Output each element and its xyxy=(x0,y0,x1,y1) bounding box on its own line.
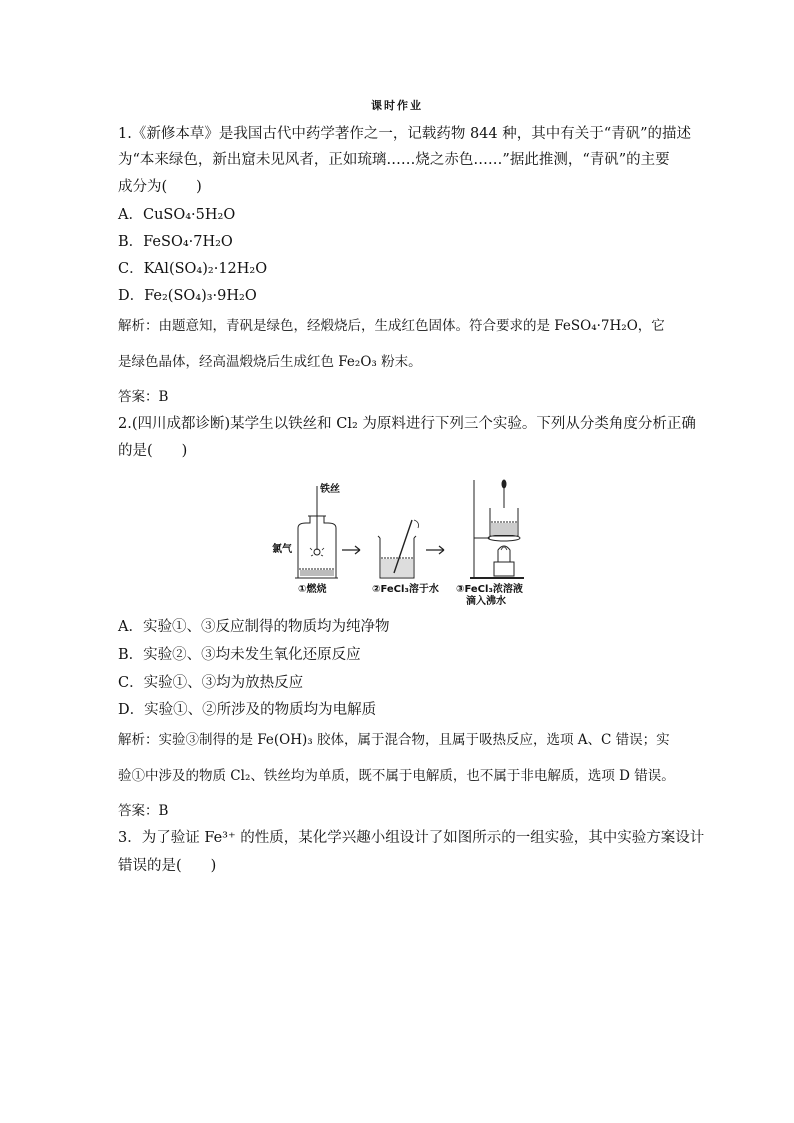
label-chlorine: 氯气 xyxy=(272,544,292,555)
q2-option-b: B．实验②、③均未发生氧化还原反应 xyxy=(118,647,361,663)
experiment-figure xyxy=(268,478,530,608)
q2-option-c: C．实验①、③均为放热反应 xyxy=(118,675,304,691)
label-iron-wire: 铁丝 xyxy=(320,484,340,495)
caption-dissolve: ②FeCl₃溶于水 xyxy=(372,584,439,595)
q1-stem-line-2: 为“本来绿色，新出窟未见风者，正如琉璃……烧之赤色……”据此推测，“青矾”的主要 xyxy=(118,152,670,168)
gas-jar-apparatus xyxy=(295,486,338,578)
q2-answer: 答案：B xyxy=(118,803,169,819)
q2-analysis-line-2: 验①中涉及的物质 Cl₂、铁丝均为单质，既不属于电解质，也不属于非电解质，选项 D 错误。 xyxy=(118,768,675,784)
q1-analysis-line-1: 解析：由题意知，青矾是绿色，经煅烧后，生成红色固体。符合要求的是 FeSO₄·7H₂O，它 xyxy=(118,318,665,334)
caption-boiling-water: 滴入沸水 xyxy=(466,596,506,607)
q2-option-d: D．实验①、②所涉及的物质均为电解质 xyxy=(118,702,377,718)
q1-option-b: B．FeSO₄·7H₂O xyxy=(118,234,233,250)
heating-apparatus xyxy=(470,480,524,578)
q3-stem-line-1: 3．为了验证 Fe³⁺ 的性质，某化学兴趣小组设计了如图所示的一组实验，其中实验方案设计 xyxy=(118,830,705,846)
q1-option-c: C．KAl(SO₄)₂·12H₂O xyxy=(118,261,268,277)
caption-solution: ③FeCl₃浓溶液 xyxy=(456,584,523,595)
q1-stem-line-3: 成分为( ) xyxy=(118,179,202,195)
q1-option-d: D．Fe₂(SO₄)₃·9H₂O xyxy=(118,288,257,304)
q2-stem-line-1: 2.(四川成都诊断)某学生以铁丝和 Cl₂ 为原料进行下列三个实验。下列从分类角度分析正确 xyxy=(118,416,696,432)
beaker-apparatus xyxy=(378,520,419,578)
q1-analysis-line-2: 是绿色晶体，经高温煅烧后生成红色 Fe₂O₃ 粉末。 xyxy=(118,354,422,370)
q1-stem-line-1: 1.《新修本草》是我国古代中药学著作之一，记载药物 844 种，其中有关于“青矾”的描述 xyxy=(118,126,692,142)
q2-option-a: A．实验①、③反应制得的物质均为纯净物 xyxy=(118,619,390,635)
page-title: 课时作业 xyxy=(371,99,423,112)
q1-answer: 答案：B xyxy=(118,389,169,405)
experiment-diagram xyxy=(268,478,530,608)
caption-burning: ①燃烧 xyxy=(298,584,327,595)
q2-stem-line-2: 的是( ) xyxy=(118,443,188,459)
q3-stem-line-2: 错误的是( ) xyxy=(118,858,217,874)
q2-analysis-line-1: 解析：实验③制得的是 Fe(OH)₃ 胶体，属于混合物，且属于吸热反应，选项 A、C 错误；实 xyxy=(118,732,670,748)
q1-option-a: A．CuSO₄·5H₂O xyxy=(118,207,236,223)
